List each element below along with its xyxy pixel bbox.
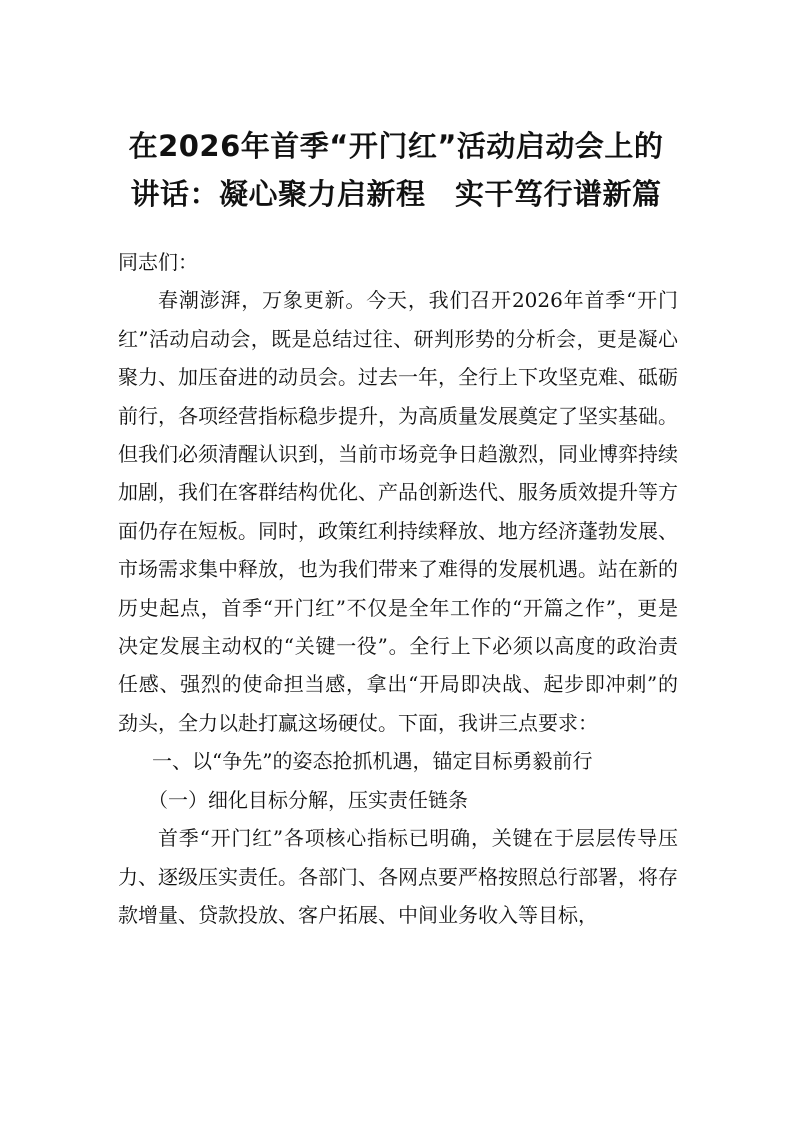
paragraph-section-1-1: 首季“开门红”各项核心指标已明确，关键在于层层传导压力、逐级压实责任。各部门、各网点要严格按照总行部署，将存款增量、贷款投放、客户拓展、中间业务收入等目标， [118,826,678,927]
paragraph-intro: 春潮澎湃，万象更新。今天，我们召开2026年首季“开门红”活动启动会，既是总结过往、研判形势的分析会，更是凝心聚力、加压奋进的动员会。过去一年，全行上下攻坚克难、砥砺前行，各项经营指标稳步提升，为高质量发展奠定了坚实基础。但我们必须清醒认识到，当前市场竞争日趋激烈，同业博弈持续加剧，我们在客群结构优化、产品创新迭代、服务质效提升等方面仍存在短板。同时，政策红利持续释放、地方经济蓬勃发展、市场需求集中释放，也为我们带来了难得的发展机遇。站在新的历史起点，首季“开门红”不仅是全年工作的“开篇之作”，更是决定发展主动权的“关键一役”。全行上下必须以高度的政治责任感、强烈的使命担当感，拿出“开局即决战、起步即冲刺”的劲头，全力以赴打赢这场硬仗。下面，我讲三点要求： [118,288,678,735]
document-body [118,243,678,934]
subsection-heading-1-1: （一）细化目标分解，压实责任链条 [148,787,468,812]
document-title [96,122,696,218]
title-line-2: 讲话：凝心聚力启新程 实干笃行谱新篇 [130,177,662,211]
salutation: 同志们： [118,250,198,274]
section-heading-1: 一、以“争先”的姿态抢抓机遇，锚定目标勇毅前行 [152,749,593,774]
title-line-1: 在2026年首季“开门红”活动启动会上的 [128,129,664,163]
